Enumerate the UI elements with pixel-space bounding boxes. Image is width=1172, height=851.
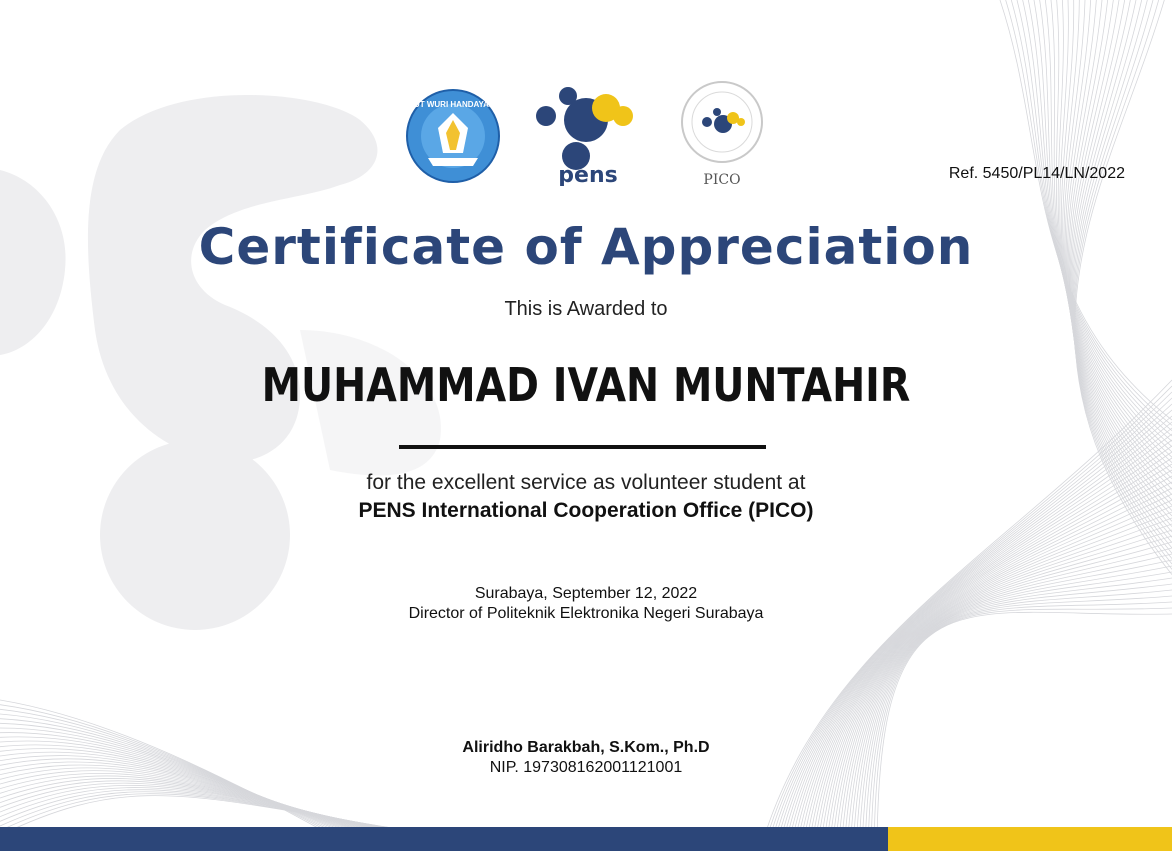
reference-number: Ref. 5450/PL14/LN/2022 — [948, 165, 1125, 182]
pico-logo — [675, 80, 770, 190]
certificate-title: Certificate of Appreciation — [198, 218, 974, 276]
issuance-block — [0, 584, 1172, 624]
recipient-name: MUHAMMAD IVAN MUNTAHIR — [261, 358, 911, 412]
signatory-nip: NIP. 197308162001121001 — [489, 759, 683, 776]
tut-wuri-handayani-emblem — [398, 88, 508, 184]
signatory-name: Aliridho Barakbah, S.Kom., Ph.D — [462, 739, 710, 756]
footer-bar-yellow — [888, 827, 1172, 851]
pens-logo — [528, 78, 643, 186]
signatory-block — [0, 738, 1172, 778]
description-line2: PENS International Cooperation Office (PICO) — [358, 499, 814, 522]
description — [0, 469, 1172, 525]
pens-logo-text: pens — [558, 163, 618, 186]
place-date: Surabaya, September 12, 2022 — [474, 585, 698, 602]
signer-position: Director of Politeknik Elektronika Negeri Surabaya — [408, 605, 764, 622]
awarded-to-label: This is Awarded to — [504, 298, 668, 320]
footer-bar-navy — [0, 827, 888, 851]
pico-logo-text: PICO — [703, 172, 741, 188]
emblem-text: TUT WURI HANDAYANI — [409, 100, 497, 109]
name-underline — [399, 445, 766, 449]
description-line1: for the excellent service as volunteer student at — [366, 471, 806, 494]
